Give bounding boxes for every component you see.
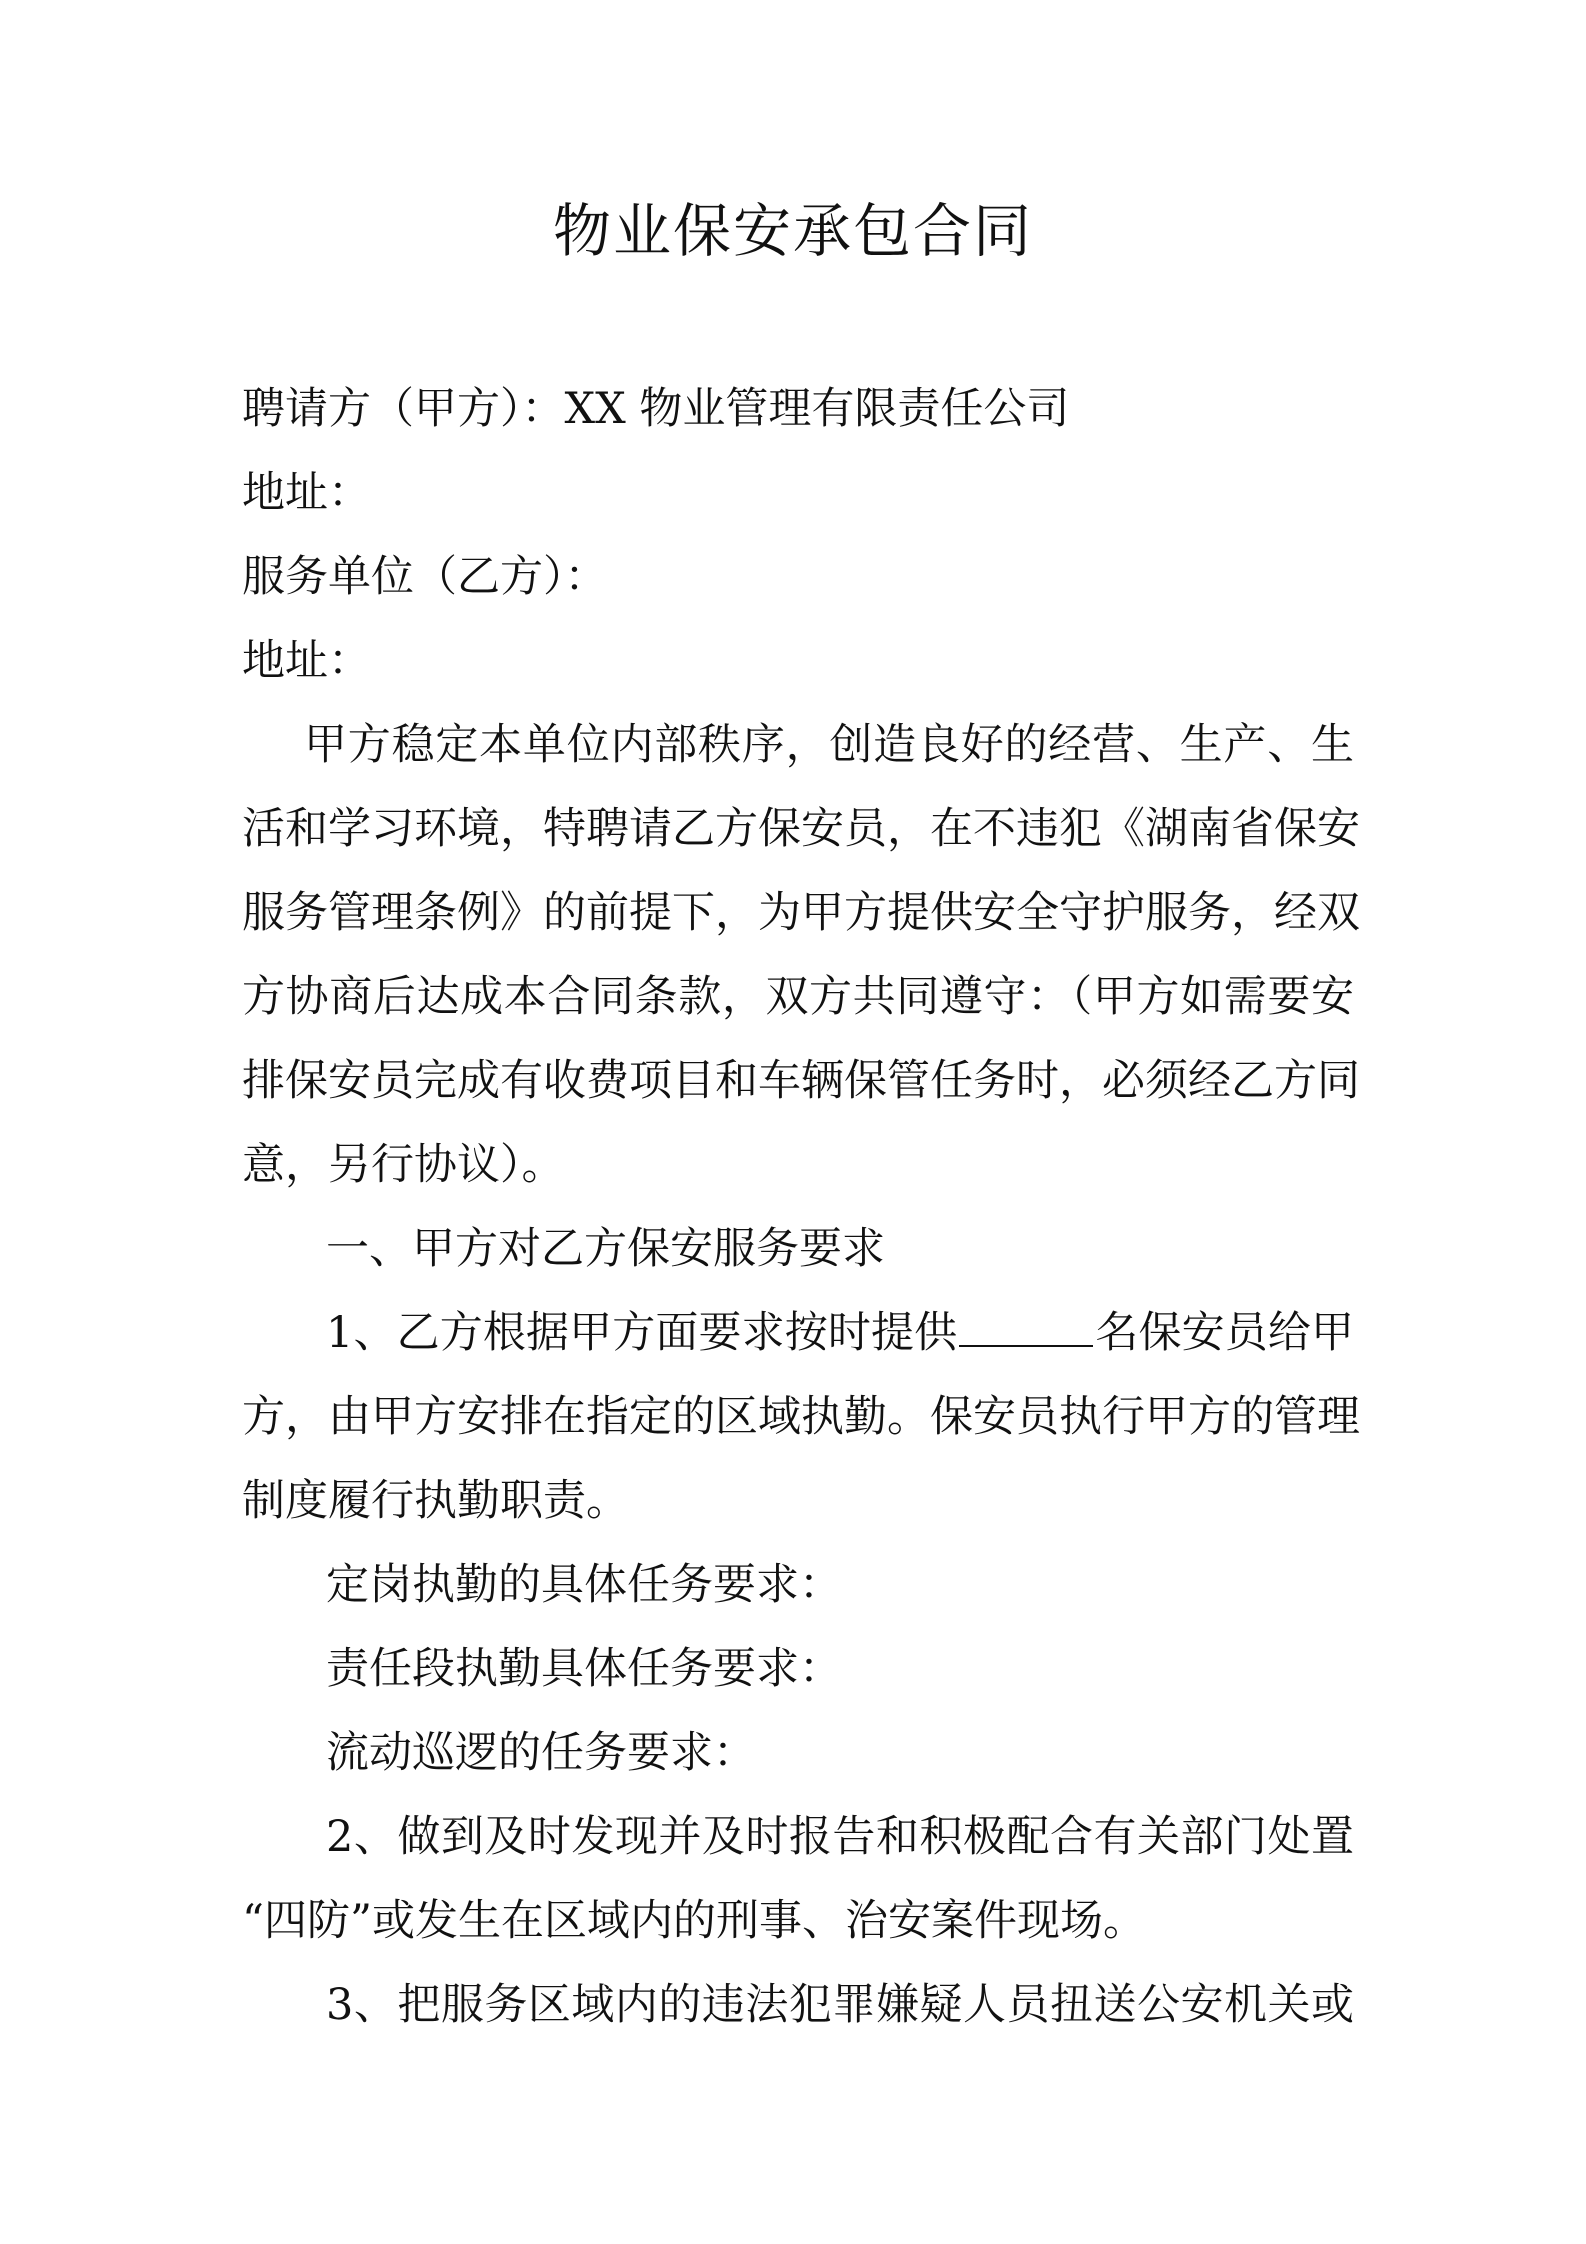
preamble-line: 排保安员完成有收费项目和车辆保管任务时，必须经乙方同 bbox=[242, 1056, 1360, 1106]
item-3-line: 3、把服务区域内的违法犯罪嫌疑人员扭送公安机关或 bbox=[326, 1980, 1354, 2030]
preamble-line: 服务管理条例》的前提下，为甲方提供安全守护服务，经双 bbox=[242, 888, 1360, 938]
item-1-text-before-blank: 1、乙方根据甲方面要求按时提供 bbox=[326, 1308, 958, 1358]
item-1-text-after-blank: 名保安员给甲 bbox=[1095, 1308, 1355, 1358]
section-1-heading: 一、甲方对乙方保安服务要求 bbox=[326, 1224, 885, 1274]
party-a-address: 地址： bbox=[242, 468, 371, 518]
party-b-address: 地址： bbox=[242, 636, 371, 686]
item-1-first-line bbox=[242, 1291, 1354, 1375]
document-title: 物业保安承包合同 bbox=[552, 197, 1033, 265]
item-2-line: 2、做到及时发现并及时报告和积极配合有关部门处置 bbox=[326, 1812, 1354, 1862]
item-1-line: 方，由甲方安排在指定的区域执勤。保安员执行甲方的管理 bbox=[242, 1392, 1360, 1442]
document-body bbox=[242, 367, 1360, 2047]
staff-count-blank bbox=[959, 1301, 1093, 1347]
preamble-line: 意，另行协议）。 bbox=[242, 1140, 565, 1190]
item-2-line: “四防”或发生在区域内的刑事、治安案件现场。 bbox=[242, 1896, 1146, 1946]
item-1-line: 制度履行执勤职责。 bbox=[242, 1476, 629, 1526]
preamble-line: 方协商后达成本合同条款，双方共同遵守：（甲方如需要安 bbox=[242, 972, 1354, 1022]
preamble-line: 活和学习环境，特聘请乙方保安员，在不违犯《湖南省保安 bbox=[242, 804, 1360, 854]
preamble-line: 甲方稳定本单位内部秩序，创造良好的经营、生产、生 bbox=[304, 720, 1354, 770]
task-section-duty: 责任段执勤具体任务要求： bbox=[326, 1644, 842, 1694]
party-b-line: 服务单位（乙方）： bbox=[242, 552, 608, 602]
task-fixed-post: 定岗执勤的具体任务要求： bbox=[326, 1560, 842, 1610]
party-a-line: 聘请方（甲方）：XX 物业管理有限责任公司 bbox=[242, 384, 1070, 434]
task-patrol: 流动巡逻的任务要求： bbox=[326, 1728, 756, 1778]
